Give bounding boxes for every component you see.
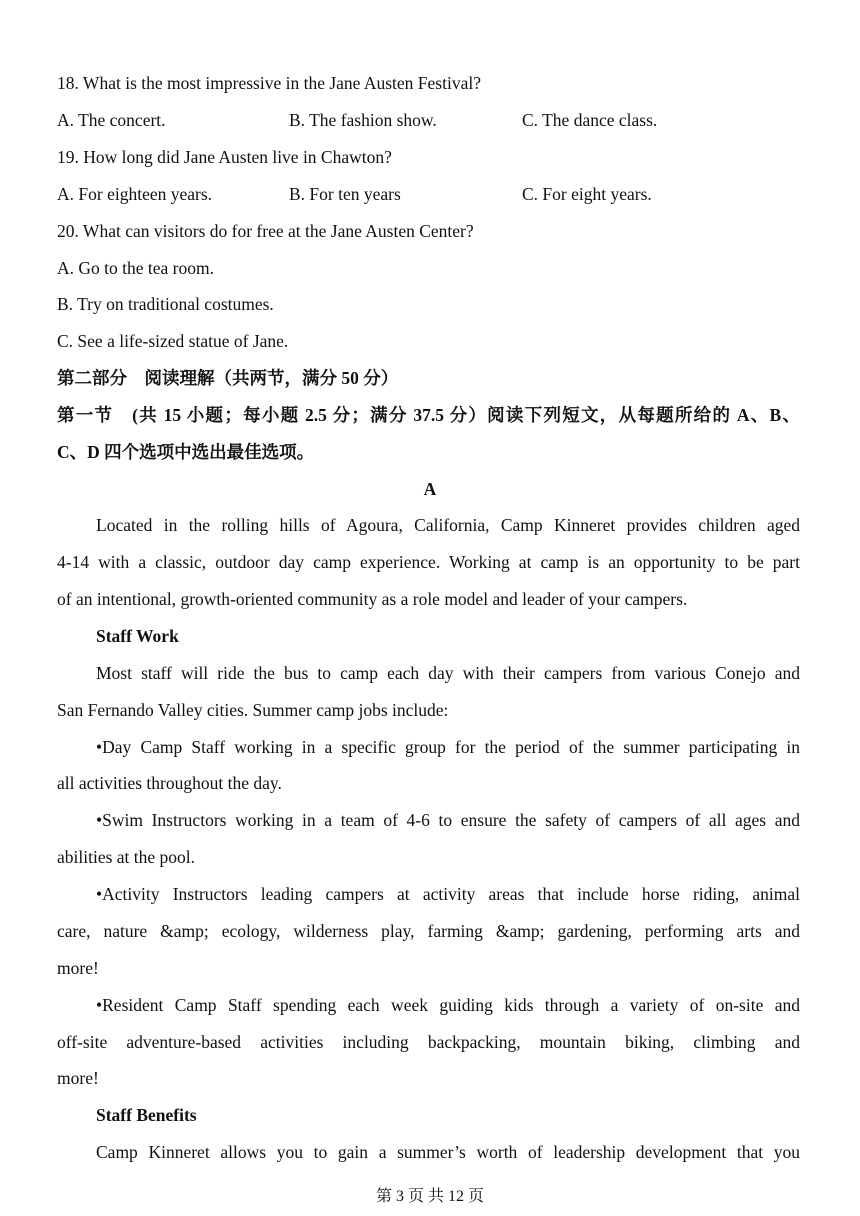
bullet-3-line-3: more! (57, 958, 99, 978)
bullet-4-line-1: •Resident Camp Staff spending each week guiding kids through a variety of on-site and (96, 995, 800, 1015)
question-19-option-b: B. For ten years (289, 184, 401, 204)
part-2-heading: 第二部分 阅读理解（共两节，满分 50 分） (57, 368, 399, 388)
question-18-option-b: B. The fashion show. (289, 110, 437, 130)
paragraph-1-line-3: of an intentional, growth-oriented community as a role model and leader of your campers. (57, 589, 688, 609)
paragraph-3-line-1: Camp Kinneret allows you to gain a summer’s worth of leadership development that you (96, 1142, 800, 1162)
question-20-option-a: A. Go to the tea room. (57, 258, 214, 278)
staff-work-heading: Staff Work (96, 626, 179, 646)
question-19-option-c: C. For eight years. (522, 184, 652, 204)
bullet-1-line-2: all activities throughout the day. (57, 773, 282, 793)
bullet-1-line-1: •Day Camp Staff working in a specific group for the period of the summer participating in (96, 737, 800, 757)
bullet-3-line-1: •Activity Instructors leading campers at activity areas that include horse riding, animal (96, 884, 800, 904)
question-18-option-c: C. The dance class. (522, 110, 658, 130)
paragraph-2-line-2: San Fernando Valley cities. Summer camp jobs include: (57, 700, 449, 720)
section-1-instructions-line-2: C、D 四个选项中选出最佳选项。 (57, 442, 315, 462)
question-20-option-b: B. Try on traditional costumes. (57, 294, 274, 314)
question-18-stem: 18. What is the most impressive in the Jane Austen Festival? (57, 73, 481, 93)
bullet-3-line-2: care, nature &amp; ecology, wilderness play, farming &amp; gardening, performing arts and (57, 921, 800, 941)
question-19-stem: 19. How long did Jane Austen live in Chawton? (57, 147, 392, 167)
paragraph-2-line-1: Most staff will ride the bus to camp each day with their campers from various Conejo and (96, 663, 800, 683)
section-1-instructions-line-1: 第一节 (共 15 小题；每小题 2.5 分；满分 37.5 分）阅读下列短文，从每题所给的 A、B、 (57, 405, 800, 425)
question-20-option-c: C. See a life-sized statue of Jane. (57, 331, 289, 351)
bullet-2-line-1: •Swim Instructors working in a team of 4-6 to ensure the safety of campers of all ages and (96, 810, 800, 830)
passage-letter: A (423, 479, 437, 499)
paragraph-1-line-1: Located in the rolling hills of Agoura, California, Camp Kinneret provides children aged (96, 515, 800, 535)
bullet-4-line-2: off-site adventure-based activities including backpacking, mountain biking, climbing and (57, 1032, 800, 1052)
question-20-stem: 20. What can visitors do for free at the Jane Austen Center? (57, 221, 474, 241)
bullet-4-line-3: more! (57, 1068, 99, 1088)
question-19-option-a: A. For eighteen years. (57, 184, 213, 204)
page-number-footer: 第 3 页 共 12 页 (375, 1188, 484, 1205)
question-18-option-a: A. The concert. (57, 110, 166, 130)
staff-benefits-heading: Staff Benefits (96, 1105, 197, 1125)
paragraph-1-line-2: 4-14 with a classic, outdoor day camp experience. Working at camp is an opportunity to be part (57, 552, 800, 572)
bullet-2-line-2: abilities at the pool. (57, 847, 196, 867)
